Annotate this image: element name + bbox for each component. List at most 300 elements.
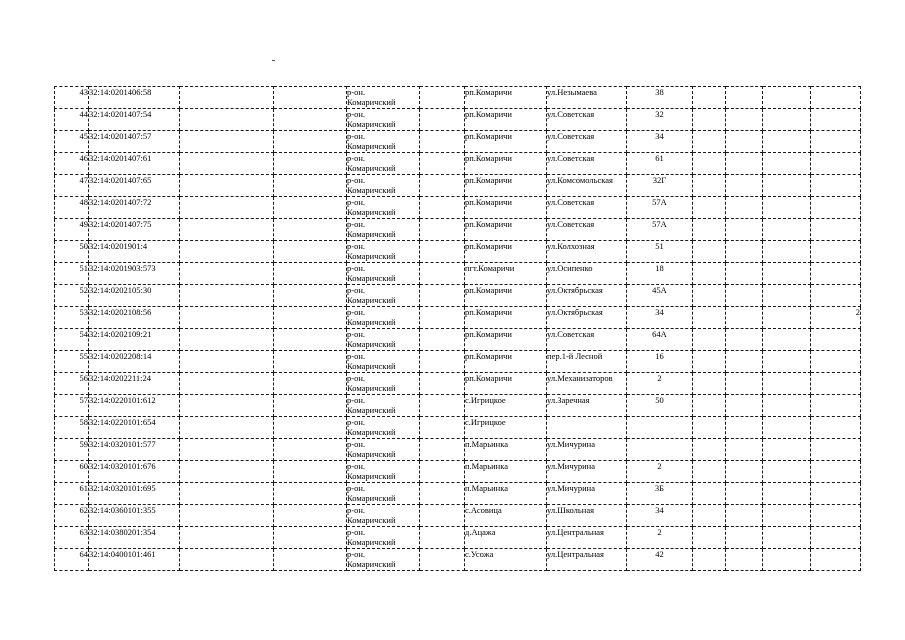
empty-cell (726, 505, 763, 527)
empty-cell (274, 153, 347, 175)
empty-cell (726, 175, 763, 197)
cadastral-number-cell: 32:14:0220101:612 (89, 395, 180, 417)
empty-cell (693, 439, 726, 461)
cadastral-number-cell: 32:14:0320101:577 (89, 439, 180, 461)
street-cell: ул.Школьная (547, 505, 627, 527)
region-line-1: р-он. (347, 153, 366, 163)
empty-cell (274, 307, 347, 329)
extra-value-cell (811, 131, 861, 153)
region-line-1: р-он. (347, 307, 366, 317)
table-row (55, 483, 861, 505)
empty-cell (180, 109, 274, 131)
region-line-2: Комаричский (347, 163, 396, 173)
empty-cell (763, 373, 811, 395)
table-row (55, 527, 861, 549)
empty-cell (420, 175, 465, 197)
empty-cell (763, 461, 811, 483)
empty-cell (693, 153, 726, 175)
empty-cell (693, 307, 726, 329)
region-cell (347, 263, 420, 285)
empty-cell (693, 87, 726, 109)
region-line-1: р-он. (347, 263, 366, 273)
table-row (55, 175, 861, 197)
empty-cell (763, 285, 811, 307)
extra-value-cell (811, 439, 861, 461)
empty-cell (726, 197, 763, 219)
settlement-cell: рп.Комаричи (465, 175, 547, 197)
region-line-2: Комаричский (347, 141, 396, 151)
street-cell: ул.Осипенко (547, 263, 627, 285)
settlement-cell: с.Усожа (465, 549, 547, 571)
street-cell: ул.Советская (547, 219, 627, 241)
extra-value-cell (811, 175, 861, 197)
region-line-1: р-он. (347, 241, 366, 251)
empty-cell (420, 395, 465, 417)
region-cell (347, 329, 420, 351)
empty-cell (180, 131, 274, 153)
register-body (55, 87, 861, 571)
settlement-cell: рп.Комаричи (465, 131, 547, 153)
cadastral-number-cell: 32:14:0220101:654 (89, 417, 180, 439)
empty-cell (726, 87, 763, 109)
region-line-1: р-он. (347, 329, 366, 339)
table-row (55, 219, 861, 241)
empty-cell (180, 461, 274, 483)
empty-cell (693, 483, 726, 505)
empty-cell (180, 549, 274, 571)
empty-cell (763, 351, 811, 373)
settlement-cell: рп.Комаричи (465, 307, 547, 329)
house-number-cell: 34 (627, 131, 693, 153)
empty-cell (274, 549, 347, 571)
empty-cell (693, 285, 726, 307)
extra-value-cell (811, 87, 861, 109)
region-cell (347, 417, 420, 439)
settlement-cell: п.Марьинка (465, 483, 547, 505)
region-cell (347, 87, 420, 109)
table-row (55, 307, 861, 329)
empty-cell (726, 329, 763, 351)
table-row (55, 439, 861, 461)
street-cell (547, 417, 627, 439)
empty-cell (180, 285, 274, 307)
empty-cell (763, 527, 811, 549)
empty-cell (180, 219, 274, 241)
region-line-1: р-он. (347, 197, 366, 207)
table-row (55, 87, 861, 109)
settlement-cell: п.Марьинка (465, 461, 547, 483)
house-number-cell: 3Б (627, 483, 693, 505)
region-cell (347, 175, 420, 197)
empty-cell (420, 505, 465, 527)
house-number-cell: 42 (627, 549, 693, 571)
scan-speck (272, 60, 275, 61)
settlement-cell: рп.Комаричи (465, 285, 547, 307)
row-number-cell: 62 (55, 505, 89, 527)
region-line-1: р-он. (347, 505, 366, 515)
extra-value-cell: 2 (811, 307, 861, 329)
region-cell (347, 109, 420, 131)
property-register-table (54, 86, 861, 571)
region-line-2: Комаричский (347, 471, 396, 481)
empty-cell (763, 175, 811, 197)
empty-cell (180, 527, 274, 549)
empty-cell (763, 505, 811, 527)
empty-cell (693, 241, 726, 263)
empty-cell (763, 197, 811, 219)
house-number-cell: 64А (627, 329, 693, 351)
row-number-cell: 61 (55, 483, 89, 505)
empty-cell (274, 175, 347, 197)
row-number-cell: 56 (55, 373, 89, 395)
table-row (55, 505, 861, 527)
empty-cell (726, 461, 763, 483)
empty-cell (693, 263, 726, 285)
empty-cell (274, 351, 347, 373)
empty-cell (180, 505, 274, 527)
table-row (55, 263, 861, 285)
cadastral-number-cell: 32:14:0202208:14 (89, 351, 180, 373)
empty-cell (693, 505, 726, 527)
empty-cell (726, 439, 763, 461)
house-number-cell (627, 439, 693, 461)
table-row (55, 373, 861, 395)
extra-value-cell (811, 329, 861, 351)
house-number-cell: 32Г (627, 175, 693, 197)
region-line-1: р-он. (347, 527, 366, 537)
empty-cell (274, 87, 347, 109)
region-line-2: Комаричский (347, 339, 396, 349)
empty-cell (693, 131, 726, 153)
street-cell: ул.Советская (547, 153, 627, 175)
empty-cell (420, 329, 465, 351)
empty-cell (693, 197, 726, 219)
row-number-cell: 48 (55, 197, 89, 219)
empty-cell (274, 263, 347, 285)
house-number-cell (627, 417, 693, 439)
region-cell (347, 153, 420, 175)
cadastral-number-cell: 32:14:0320101:676 (89, 461, 180, 483)
house-number-cell: 45А (627, 285, 693, 307)
cadastral-number-cell: 32:14:0201406:58 (89, 87, 180, 109)
empty-cell (693, 351, 726, 373)
region-line-2: Комаричский (347, 185, 396, 195)
empty-cell (420, 241, 465, 263)
empty-cell (726, 373, 763, 395)
empty-cell (274, 373, 347, 395)
house-number-cell: 32 (627, 109, 693, 131)
empty-cell (693, 549, 726, 571)
empty-cell (763, 153, 811, 175)
table-row (55, 197, 861, 219)
region-line-1: р-он. (347, 87, 366, 97)
empty-cell (693, 175, 726, 197)
empty-cell (420, 219, 465, 241)
region-cell (347, 307, 420, 329)
row-number-cell: 58 (55, 417, 89, 439)
row-number-cell: 60 (55, 461, 89, 483)
cadastral-number-cell: 32:14:0201903:573 (89, 263, 180, 285)
empty-cell (274, 131, 347, 153)
empty-cell (420, 527, 465, 549)
house-number-cell: 50 (627, 395, 693, 417)
cadastral-number-cell: 32:14:0201407:72 (89, 197, 180, 219)
settlement-cell: рп.Комаричи (465, 329, 547, 351)
extra-value-cell (811, 483, 861, 505)
house-number-cell: 2 (627, 461, 693, 483)
row-number-cell: 51 (55, 263, 89, 285)
row-number-cell: 52 (55, 285, 89, 307)
cadastral-number-cell: 32:14:0202108:56 (89, 307, 180, 329)
empty-cell (180, 351, 274, 373)
cadastral-number-cell: 32:14:0202105:30 (89, 285, 180, 307)
empty-cell (180, 483, 274, 505)
region-line-1: р-он. (347, 549, 366, 559)
extra-value-cell (811, 505, 861, 527)
street-cell: ул.Советская (547, 197, 627, 219)
empty-cell (420, 483, 465, 505)
row-number-cell: 64 (55, 549, 89, 571)
street-cell: ул.Советская (547, 109, 627, 131)
table-row (55, 285, 861, 307)
cadastral-number-cell: 32:14:0360101:355 (89, 505, 180, 527)
table-row (55, 549, 861, 571)
region-line-2: Комаричский (347, 317, 396, 327)
empty-cell (274, 241, 347, 263)
region-line-2: Комаричский (347, 207, 396, 217)
table-row (55, 395, 861, 417)
extra-value-cell (811, 549, 861, 571)
extra-value-cell (811, 197, 861, 219)
empty-cell (420, 87, 465, 109)
empty-cell (693, 395, 726, 417)
extra-value-cell (811, 417, 861, 439)
row-number-cell: 54 (55, 329, 89, 351)
region-cell (347, 197, 420, 219)
empty-cell (693, 329, 726, 351)
region-cell (347, 505, 420, 527)
empty-cell (420, 197, 465, 219)
extra-value-cell (811, 395, 861, 417)
region-line-2: Комаричский (347, 273, 396, 283)
region-cell (347, 395, 420, 417)
empty-cell (726, 395, 763, 417)
cadastral-number-cell: 32:14:0201407:57 (89, 131, 180, 153)
region-line-2: Комаричский (347, 383, 396, 393)
region-line-1: р-он. (347, 219, 366, 229)
table-row (55, 417, 861, 439)
empty-cell (274, 417, 347, 439)
region-line-1: р-он. (347, 285, 366, 295)
house-number-cell: 57А (627, 197, 693, 219)
region-cell (347, 439, 420, 461)
region-line-2: Комаричский (347, 361, 396, 371)
region-line-2: Комаричский (347, 427, 396, 437)
empty-cell (763, 417, 811, 439)
street-cell: ул.Незымаева (547, 87, 627, 109)
empty-cell (180, 197, 274, 219)
empty-cell (726, 417, 763, 439)
settlement-cell: пгт.Комаричи (465, 263, 547, 285)
empty-cell (763, 549, 811, 571)
table-row (55, 351, 861, 373)
settlement-cell: рп.Комаричи (465, 153, 547, 175)
empty-cell (726, 219, 763, 241)
empty-cell (420, 153, 465, 175)
row-number-cell: 47 (55, 175, 89, 197)
cadastral-number-cell: 32:14:0201901:4 (89, 241, 180, 263)
empty-cell (420, 307, 465, 329)
region-cell (347, 483, 420, 505)
street-cell: ул.Комсомольская (547, 175, 627, 197)
street-cell: пер.1-й Лесной (547, 351, 627, 373)
region-line-2: Комаричский (347, 515, 396, 525)
house-number-cell: 51 (627, 241, 693, 263)
empty-cell (693, 219, 726, 241)
empty-cell (180, 241, 274, 263)
empty-cell (274, 505, 347, 527)
extra-value-cell (811, 153, 861, 175)
region-line-1: р-он. (347, 109, 366, 119)
empty-cell (180, 153, 274, 175)
empty-cell (693, 527, 726, 549)
settlement-cell: п.Марьинка (465, 439, 547, 461)
empty-cell (420, 109, 465, 131)
empty-cell (274, 109, 347, 131)
cadastral-number-cell: 32:14:0201407:61 (89, 153, 180, 175)
region-line-1: р-он. (347, 131, 366, 141)
empty-cell (726, 483, 763, 505)
empty-cell (420, 285, 465, 307)
house-number-cell: 2 (627, 373, 693, 395)
empty-cell (763, 241, 811, 263)
empty-cell (420, 373, 465, 395)
empty-cell (693, 417, 726, 439)
region-line-2: Комаричский (347, 251, 396, 261)
table-row (55, 131, 861, 153)
empty-cell (420, 549, 465, 571)
house-number-cell: 61 (627, 153, 693, 175)
empty-cell (726, 527, 763, 549)
region-cell (347, 285, 420, 307)
extra-value-cell (811, 351, 861, 373)
row-number-cell: 59 (55, 439, 89, 461)
extra-value-cell (811, 373, 861, 395)
street-cell: ул.Советская (547, 131, 627, 153)
cadastral-number-cell: 32:14:0202211:24 (89, 373, 180, 395)
region-cell (347, 131, 420, 153)
empty-cell (180, 307, 274, 329)
house-number-cell: 2 (627, 527, 693, 549)
street-cell: ул.Мичурина (547, 461, 627, 483)
empty-cell (180, 417, 274, 439)
region-line-1: р-он. (347, 351, 366, 361)
empty-cell (180, 263, 274, 285)
empty-cell (693, 373, 726, 395)
row-number-cell: 50 (55, 241, 89, 263)
empty-cell (726, 241, 763, 263)
region-cell (347, 373, 420, 395)
street-cell: ул.Мичурина (547, 439, 627, 461)
empty-cell (420, 439, 465, 461)
extra-value-cell (811, 219, 861, 241)
row-number-cell: 44 (55, 109, 89, 131)
region-cell (347, 351, 420, 373)
street-cell: ул.Центральная (547, 549, 627, 571)
empty-cell (274, 219, 347, 241)
empty-cell (274, 285, 347, 307)
empty-cell (763, 483, 811, 505)
cadastral-number-cell: 32:14:0320101:695 (89, 483, 180, 505)
region-cell (347, 241, 420, 263)
house-number-cell: 34 (627, 505, 693, 527)
row-number-cell: 57 (55, 395, 89, 417)
table-row (55, 329, 861, 351)
table-row (55, 241, 861, 263)
empty-cell (726, 351, 763, 373)
house-number-cell: 16 (627, 351, 693, 373)
empty-cell (274, 439, 347, 461)
row-number-cell: 63 (55, 527, 89, 549)
region-line-2: Комаричский (347, 493, 396, 503)
cadastral-number-cell: 32:14:0400101:461 (89, 549, 180, 571)
settlement-cell: рп.Комаричи (465, 109, 547, 131)
region-line-1: р-он. (347, 175, 366, 185)
empty-cell (726, 285, 763, 307)
region-cell (347, 527, 420, 549)
empty-cell (420, 131, 465, 153)
house-number-cell: 38 (627, 87, 693, 109)
extra-value-cell (811, 109, 861, 131)
empty-cell (180, 87, 274, 109)
street-cell: ул.Советская (547, 329, 627, 351)
empty-cell (180, 373, 274, 395)
table-row (55, 153, 861, 175)
extra-value-cell (811, 461, 861, 483)
empty-cell (274, 395, 347, 417)
row-number-cell: 55 (55, 351, 89, 373)
cadastral-number-cell: 32:14:0380201:354 (89, 527, 180, 549)
table-row (55, 461, 861, 483)
empty-cell (420, 417, 465, 439)
cadastral-number-cell: 32:14:0202109:21 (89, 329, 180, 351)
region-line-1: р-он. (347, 395, 366, 405)
row-number-cell: 43 (55, 87, 89, 109)
street-cell: ул.Механизаторов (547, 373, 627, 395)
cadastral-number-cell: 32:14:0201407:75 (89, 219, 180, 241)
region-line-2: Комаричский (347, 405, 396, 415)
region-line-2: Комаричский (347, 119, 396, 129)
empty-cell (274, 461, 347, 483)
empty-cell (726, 153, 763, 175)
empty-cell (420, 461, 465, 483)
empty-cell (763, 307, 811, 329)
empty-cell (274, 527, 347, 549)
empty-cell (763, 109, 811, 131)
empty-cell (763, 439, 811, 461)
settlement-cell: рп.Комаричи (465, 219, 547, 241)
empty-cell (726, 263, 763, 285)
extra-value-cell (811, 263, 861, 285)
empty-cell (763, 219, 811, 241)
empty-cell (274, 329, 347, 351)
settlement-cell: рп.Комаричи (465, 241, 547, 263)
extra-value-cell (811, 285, 861, 307)
region-cell (347, 549, 420, 571)
row-number-cell: 53 (55, 307, 89, 329)
empty-cell (420, 351, 465, 373)
row-number-cell: 45 (55, 131, 89, 153)
